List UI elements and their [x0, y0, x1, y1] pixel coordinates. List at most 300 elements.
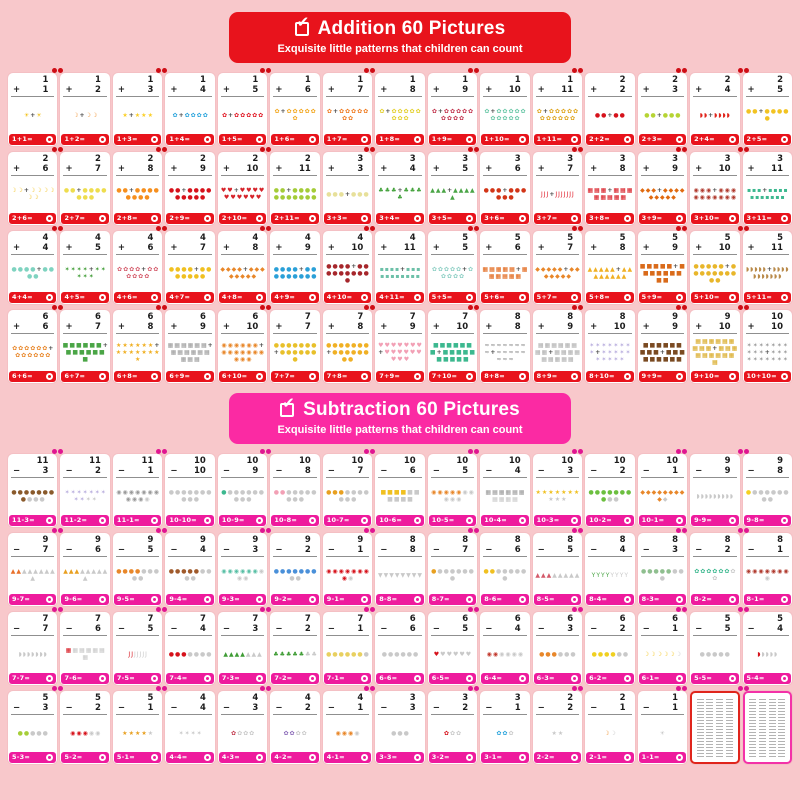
orange-waffle-icon: ▦ — [509, 266, 515, 273]
blue-balloon-icon: ● — [292, 273, 298, 280]
equation-footer — [534, 213, 581, 224]
picture-area — [60, 176, 109, 213]
operator: + — [380, 242, 388, 253]
problem-top-number: 3 — [462, 693, 469, 703]
green-pear-icon: ● — [23, 729, 30, 737]
problem-bottom-number: 5 — [462, 163, 469, 174]
equation-label: 4+9= — [274, 293, 296, 302]
operator: − — [380, 544, 388, 555]
tiger-face-icon: ● — [326, 489, 332, 496]
equation-label: 3+3= — [326, 214, 348, 223]
teal-dot-icon: ▪ — [746, 187, 752, 194]
problem — [638, 454, 687, 478]
problem-bottom-number: 8 — [619, 163, 626, 174]
teal-ball-icon: ◉ — [233, 568, 239, 575]
problem-bottom-number: 9 — [409, 321, 416, 332]
answer-badge-icon — [729, 675, 736, 682]
picture-area — [8, 715, 57, 752]
answer-badge-icon — [46, 517, 53, 524]
chocolate-square-icon: ■ — [672, 348, 679, 356]
hanging-bell-icon: ◉ — [730, 194, 737, 201]
picture-area — [165, 255, 214, 292]
clownfish-icon: ◆ — [640, 489, 645, 496]
answer-badge-icon — [624, 754, 631, 761]
equation-footer — [586, 752, 633, 763]
teal-block-icon: ■ — [469, 348, 475, 356]
picture-area — [270, 176, 319, 213]
equation-footer — [534, 134, 581, 145]
problem-bottom-number: 3 — [42, 702, 49, 713]
operator: − — [747, 623, 755, 634]
flashcard — [585, 152, 634, 225]
problem-bottom-number: 7 — [357, 84, 364, 95]
problem-bottom-number: 6 — [409, 623, 416, 634]
gray-grid-icon: ▦ — [180, 355, 187, 363]
operator: + — [65, 242, 73, 253]
equation-footer — [691, 134, 738, 145]
answer-badge-icon — [204, 675, 211, 682]
equation-label: 8+8= — [484, 372, 505, 381]
yellow-duck-icon: ● — [508, 568, 514, 575]
cherry-icon: ◉ — [486, 650, 492, 658]
problem-top-number: 6 — [619, 614, 626, 624]
brown-hat-icon: ◗ — [778, 273, 782, 280]
red-onion-icon: ● — [489, 187, 496, 194]
answer-badge-icon — [46, 373, 53, 380]
panda-face-icon: ◉ — [128, 489, 135, 496]
orange-fish-icon: ◆ — [248, 266, 254, 273]
bear-face-icon: ● — [351, 348, 357, 356]
gray-wave-icon: ≈ — [484, 341, 490, 349]
sunflower-icon: ✿ — [274, 108, 280, 115]
flower-decoration-icon — [738, 305, 743, 310]
pineapple-icon: ● — [752, 108, 758, 115]
problem-second-line — [8, 546, 57, 556]
equation-label: 7-5= — [116, 674, 135, 683]
blue-flower-icon: ✿ — [502, 729, 508, 737]
problem-top-number: 7 — [147, 614, 154, 624]
picture-area — [743, 557, 792, 594]
teal-leaf-icon: ▪ — [379, 266, 384, 273]
equation-label: 10-7= — [326, 516, 350, 525]
picture-area — [165, 334, 214, 371]
teal-leaf-icon: ▪ — [384, 266, 389, 273]
silver-grid-icon: ▦ — [551, 341, 557, 349]
gray-grid-icon: ▦ — [174, 341, 180, 349]
flashcard — [8, 73, 57, 146]
problem-top-number: 11 — [141, 456, 154, 466]
answer-chart-column — [697, 699, 704, 757]
picture-area — [533, 255, 582, 292]
gray-pear-icon: ● — [705, 650, 712, 658]
picture-area — [533, 478, 582, 515]
gray-moth-icon: ✶ — [746, 341, 752, 349]
lavender-bunny-icon: ✶ — [64, 489, 70, 496]
problem-top-number: 10 — [194, 456, 206, 466]
flashcard — [270, 73, 319, 146]
answer-badge-dot — [153, 756, 156, 759]
red-onion-icon: ● — [496, 194, 502, 201]
equation-label: 9-6= — [64, 595, 83, 604]
orange-fish-icon: ◆ — [220, 266, 226, 273]
blue-balloon-icon: ● — [273, 273, 279, 280]
equation-label: 1+1= — [12, 135, 33, 144]
answer-badge-icon — [624, 675, 631, 682]
problem — [8, 310, 57, 334]
answer-badge-dot — [521, 217, 524, 220]
cat-face-icon: ● — [135, 568, 141, 575]
teal-block-icon: ■ — [462, 348, 469, 356]
equation-footer — [376, 594, 423, 605]
orange-dot-icon: ● — [539, 650, 545, 658]
subtraction-banner — [229, 393, 571, 444]
answer-badge-icon — [781, 136, 788, 143]
flashcard — [428, 310, 477, 383]
teal-block-icon: ■ — [442, 348, 449, 356]
answer-badge-dot — [311, 756, 314, 759]
problem-top-number: 5 — [672, 233, 679, 243]
equation-footer — [481, 213, 528, 224]
gold-waffle-icon: ▦ — [708, 352, 715, 359]
answer-badge-dot — [258, 677, 261, 680]
flashcard — [638, 612, 687, 685]
orange-car-icon: ■ — [639, 262, 646, 270]
picture-area — [690, 334, 739, 371]
silver-grid-icon: ▦ — [557, 341, 564, 349]
flashcard — [480, 310, 529, 383]
problem-top-number: 9 — [724, 456, 731, 466]
equation-footer — [639, 213, 686, 224]
answer-badge-icon — [676, 754, 683, 761]
pine-tree-icon: ▲ — [458, 187, 464, 194]
orange-fish-icon: ◆ — [226, 266, 231, 273]
answer-badge-dot — [153, 598, 156, 601]
baby-bird-icon: ▲ — [82, 575, 88, 582]
purple-bunny-icon: ✶ — [589, 348, 595, 356]
answer-badge-dot — [363, 519, 366, 522]
answer-badge-icon — [466, 136, 473, 143]
problem-top-number: 3 — [514, 693, 521, 703]
equation-label: 5-5= — [694, 674, 713, 683]
equation-label: 10-1= — [641, 516, 665, 525]
yellow-duck-icon: ● — [168, 266, 175, 273]
flashcard — [113, 612, 162, 685]
answer-badge-icon — [729, 136, 736, 143]
operator: + — [222, 163, 230, 174]
operator: + — [695, 163, 703, 174]
problem-bottom-number: 1 — [357, 623, 364, 634]
orange-fish-icon: ◆ — [254, 266, 260, 273]
answer-badge-icon — [729, 596, 736, 603]
gray-moth-icon: ✶ — [758, 348, 764, 356]
orange-donut-icon: ◉ — [258, 348, 264, 356]
problem — [218, 533, 267, 557]
problem-top-number: 9 — [252, 535, 259, 545]
picture-area — [218, 176, 267, 213]
answer-badge-dot — [468, 677, 471, 680]
goldfish-icon: ◆ — [566, 273, 571, 280]
problem-top-number: 9 — [42, 535, 49, 545]
equation-label: 1+11= — [536, 135, 563, 144]
silver-grid-icon: ▦ — [571, 341, 577, 349]
equation-label: 8-8= — [379, 595, 398, 604]
problem-second-line — [323, 244, 372, 254]
equation-label: 9-3= — [221, 595, 240, 604]
problem-second-line — [323, 165, 372, 175]
answer-badge-dot — [626, 519, 629, 522]
problem-top-number: 1 — [462, 75, 469, 85]
plus-separator: + — [30, 111, 36, 119]
answer-badge-dot — [311, 296, 314, 299]
red-balloon-icon: ● — [363, 262, 369, 270]
lemon-icon: ● — [88, 187, 94, 194]
blue-duck-icon: ● — [311, 568, 317, 575]
gray-cup-icon: ● — [193, 496, 199, 503]
answer-badge-icon — [361, 754, 368, 761]
equation-label: 1+2= — [64, 135, 86, 144]
gray-grid-icon: ▦ — [512, 489, 518, 496]
crimson-flower-icon: ✿ — [452, 115, 458, 122]
equation-footer — [324, 213, 371, 224]
equation-footer — [271, 594, 318, 605]
problem-top-number: 6 — [672, 614, 679, 624]
picture-area — [8, 97, 57, 134]
answer-badge-icon — [99, 675, 106, 682]
operator: + — [537, 84, 545, 95]
equation-label: 9-2= — [274, 595, 293, 604]
answer-badge-icon — [466, 294, 473, 301]
green-apple-icon: ● — [246, 496, 252, 503]
problem-bottom-number: 7 — [95, 163, 101, 174]
orange-blossom-icon: ✿ — [39, 352, 45, 359]
picture-area — [218, 334, 267, 371]
clownfish-icon: ◆ — [668, 489, 674, 496]
carrot-stick-icon: ◆ — [679, 187, 685, 194]
yellow-triangle-icon: ▲ — [627, 266, 633, 273]
picture-area — [323, 97, 372, 134]
equation-label: 10-4= — [484, 516, 507, 525]
flashcard — [585, 310, 634, 383]
pig-face-icon: ● — [304, 489, 311, 496]
problem-bottom-number: 3 — [672, 84, 679, 95]
equation-label: 1+8= — [379, 135, 401, 144]
answer-badge-dot — [363, 217, 366, 220]
gold-coin-icon: ● — [326, 650, 332, 658]
mint-egg-icon: ● — [48, 266, 54, 273]
problem-top-number: 6 — [409, 614, 416, 624]
answer-badge-dot — [206, 677, 209, 680]
hanging-cherry-icon: ◉ — [752, 568, 758, 575]
answer-badge-icon — [309, 517, 316, 524]
problem-top-number: 4 — [252, 693, 259, 703]
orange-blossom-icon: ✿ — [33, 352, 39, 359]
problem-second-line — [533, 323, 582, 333]
answer-badge-dot — [573, 375, 576, 378]
answer-badge-dot — [731, 138, 734, 141]
answer-badge-icon — [729, 373, 736, 380]
pink-heart-icon: ♥ — [397, 355, 403, 363]
yellow-star-icon: ★ — [147, 348, 154, 356]
gray-egg-icon: ● — [412, 650, 419, 658]
problem-second-line — [165, 323, 214, 333]
pink-rocket-icon: ▲ — [557, 571, 563, 579]
equation-label: 4+11= — [379, 293, 405, 302]
caterpillar-icon: Y — [605, 571, 610, 579]
baby-bird-icon: ▲ — [80, 568, 85, 575]
problem-second-line — [60, 86, 109, 96]
answer-badge-dot — [573, 598, 576, 601]
blue-balloon-icon: ● — [279, 273, 286, 280]
flashcard — [375, 231, 424, 304]
problem-bottom-number: 9 — [304, 242, 311, 253]
hanging-cherry-icon: ◉ — [764, 568, 770, 575]
problem-bottom-number: 3 — [42, 465, 49, 476]
orange-waffle-icon: ▦ — [521, 266, 528, 273]
equation-label: 11-2= — [64, 516, 88, 525]
operator: + — [327, 242, 335, 253]
orange-dot-icon: ● — [564, 650, 570, 658]
orange-waffle-icon: ▦ — [489, 266, 495, 273]
snail-icon: ● — [449, 568, 456, 575]
equation-footer — [271, 752, 318, 763]
problem — [218, 310, 267, 334]
goldfish-icon: ◆ — [543, 273, 549, 280]
silver-grid-icon: ▦ — [541, 348, 548, 356]
ladybug-icon: ◉ — [344, 568, 351, 575]
answer-badge-dot — [573, 138, 576, 141]
frog-icon: ● — [600, 496, 607, 503]
yellow-star-icon: ★ — [115, 348, 122, 356]
equation-label: 6+8= — [116, 372, 138, 381]
operator: + — [695, 321, 703, 332]
pine-tree-icon: ▲ — [229, 650, 234, 658]
hanging-cherry-icon: ◉ — [764, 575, 770, 582]
picture-area — [375, 557, 424, 594]
equation-footer — [691, 673, 738, 684]
orange-blossom-icon: ✿ — [21, 352, 27, 359]
red-balloon-icon: ● — [351, 269, 357, 277]
equation-label: 9-4= — [169, 595, 188, 604]
problem-bottom-number: 1 — [147, 465, 154, 476]
lollipop-tree-icon: ♣ — [305, 650, 311, 658]
answer-badge-dot — [731, 375, 734, 378]
caterpillar-icon: Y — [596, 571, 601, 579]
teal-flower-icon: ✿ — [458, 273, 465, 280]
problem-top-number: 6 — [95, 312, 101, 322]
answer-chart-column — [706, 699, 713, 757]
equation-label: 10-8= — [274, 516, 298, 525]
subtraction-banner-title-row — [237, 394, 563, 421]
flashcard — [113, 691, 162, 764]
flashcard — [8, 231, 57, 304]
blue-duck-icon: ● — [298, 568, 304, 575]
pink-heart-icon: ♥ — [403, 348, 409, 356]
picture-area — [375, 97, 424, 134]
blue-flower-icon: ✿ — [202, 111, 208, 119]
green-pear-icon: ● — [30, 729, 36, 737]
problem-second-line — [428, 244, 477, 254]
cherry-icon: ◉ — [511, 650, 517, 658]
answer-badge-icon — [676, 517, 683, 524]
pineapple-icon: ● — [764, 108, 770, 115]
frog-icon: ● — [613, 489, 619, 496]
answer-badge-icon — [99, 136, 106, 143]
problem — [480, 310, 529, 334]
answer-badge-dot — [731, 296, 734, 299]
picture-area — [60, 478, 109, 515]
equation-footer — [271, 213, 318, 224]
problem-bottom-number: 4 — [409, 163, 416, 174]
flashcard — [165, 454, 214, 527]
answer-badge-icon — [151, 754, 158, 761]
answer-badge-dot — [678, 217, 681, 220]
operator: + — [117, 84, 126, 95]
frog-icon: ● — [625, 489, 632, 496]
flashcard — [323, 612, 372, 685]
yellow-duck-icon: ● — [181, 273, 187, 280]
problem-top-number: 2 — [304, 154, 311, 164]
red-ornament-icon: ● — [181, 650, 187, 658]
problem — [165, 454, 214, 478]
gray-snowflake-icon: ✶ — [184, 729, 190, 737]
problem-top-number: 1 — [514, 75, 521, 85]
snail-icon: ● — [437, 568, 443, 575]
teal-flower-icon: ✿ — [437, 266, 443, 273]
flashcard — [323, 691, 372, 764]
green-clover-icon: ✿ — [508, 115, 514, 122]
panda-face-icon: ◉ — [138, 496, 144, 503]
answer-badge-dot — [468, 598, 471, 601]
problem — [638, 533, 687, 557]
answer-badge-dot — [521, 375, 524, 378]
plus-separator: + — [490, 108, 496, 115]
purple-bunny-icon: ✶ — [601, 348, 607, 356]
equation-footer — [481, 134, 528, 145]
fox-face-icon: ▲ — [50, 568, 55, 575]
flashcard — [165, 73, 214, 146]
problem — [638, 152, 687, 176]
picture-area — [428, 97, 477, 134]
red-tulip-icon: ✿ — [449, 729, 455, 737]
problem-bottom-number: 7 — [199, 242, 206, 253]
yellow-star-icon: ★ — [141, 341, 147, 349]
equation-footer — [744, 594, 791, 605]
strawberry-icon: ♥ — [459, 650, 465, 658]
plus-separator: + — [515, 266, 521, 273]
yellow-duck-icon: ● — [206, 266, 212, 273]
problem — [743, 73, 792, 97]
pink-flower-icon: ✿ — [147, 266, 153, 273]
candy-cane-icon: J — [128, 650, 131, 658]
problem-bottom-number: 3 — [409, 702, 416, 713]
problem — [585, 152, 634, 176]
lemon-icon: ● — [76, 194, 82, 201]
orange-donut-icon: ◉ — [239, 355, 246, 363]
gray-shell-icon: ◗ — [729, 492, 734, 500]
carrot-stick-icon: ◆ — [654, 194, 660, 201]
pig-face-icon: ● — [298, 496, 304, 503]
yellow-star-icon: ★ — [135, 341, 141, 349]
green-block-icon: ■ — [82, 341, 89, 349]
carrot-stick-icon: ◆ — [645, 187, 651, 194]
yellow-duck-icon: ● — [175, 266, 181, 273]
operator: − — [485, 623, 493, 634]
flashcard — [270, 612, 319, 685]
problem-bottom-number: 2 — [304, 623, 311, 634]
problem — [585, 454, 634, 478]
flashcard — [533, 310, 582, 383]
problem-top-number: 10 — [561, 456, 574, 466]
